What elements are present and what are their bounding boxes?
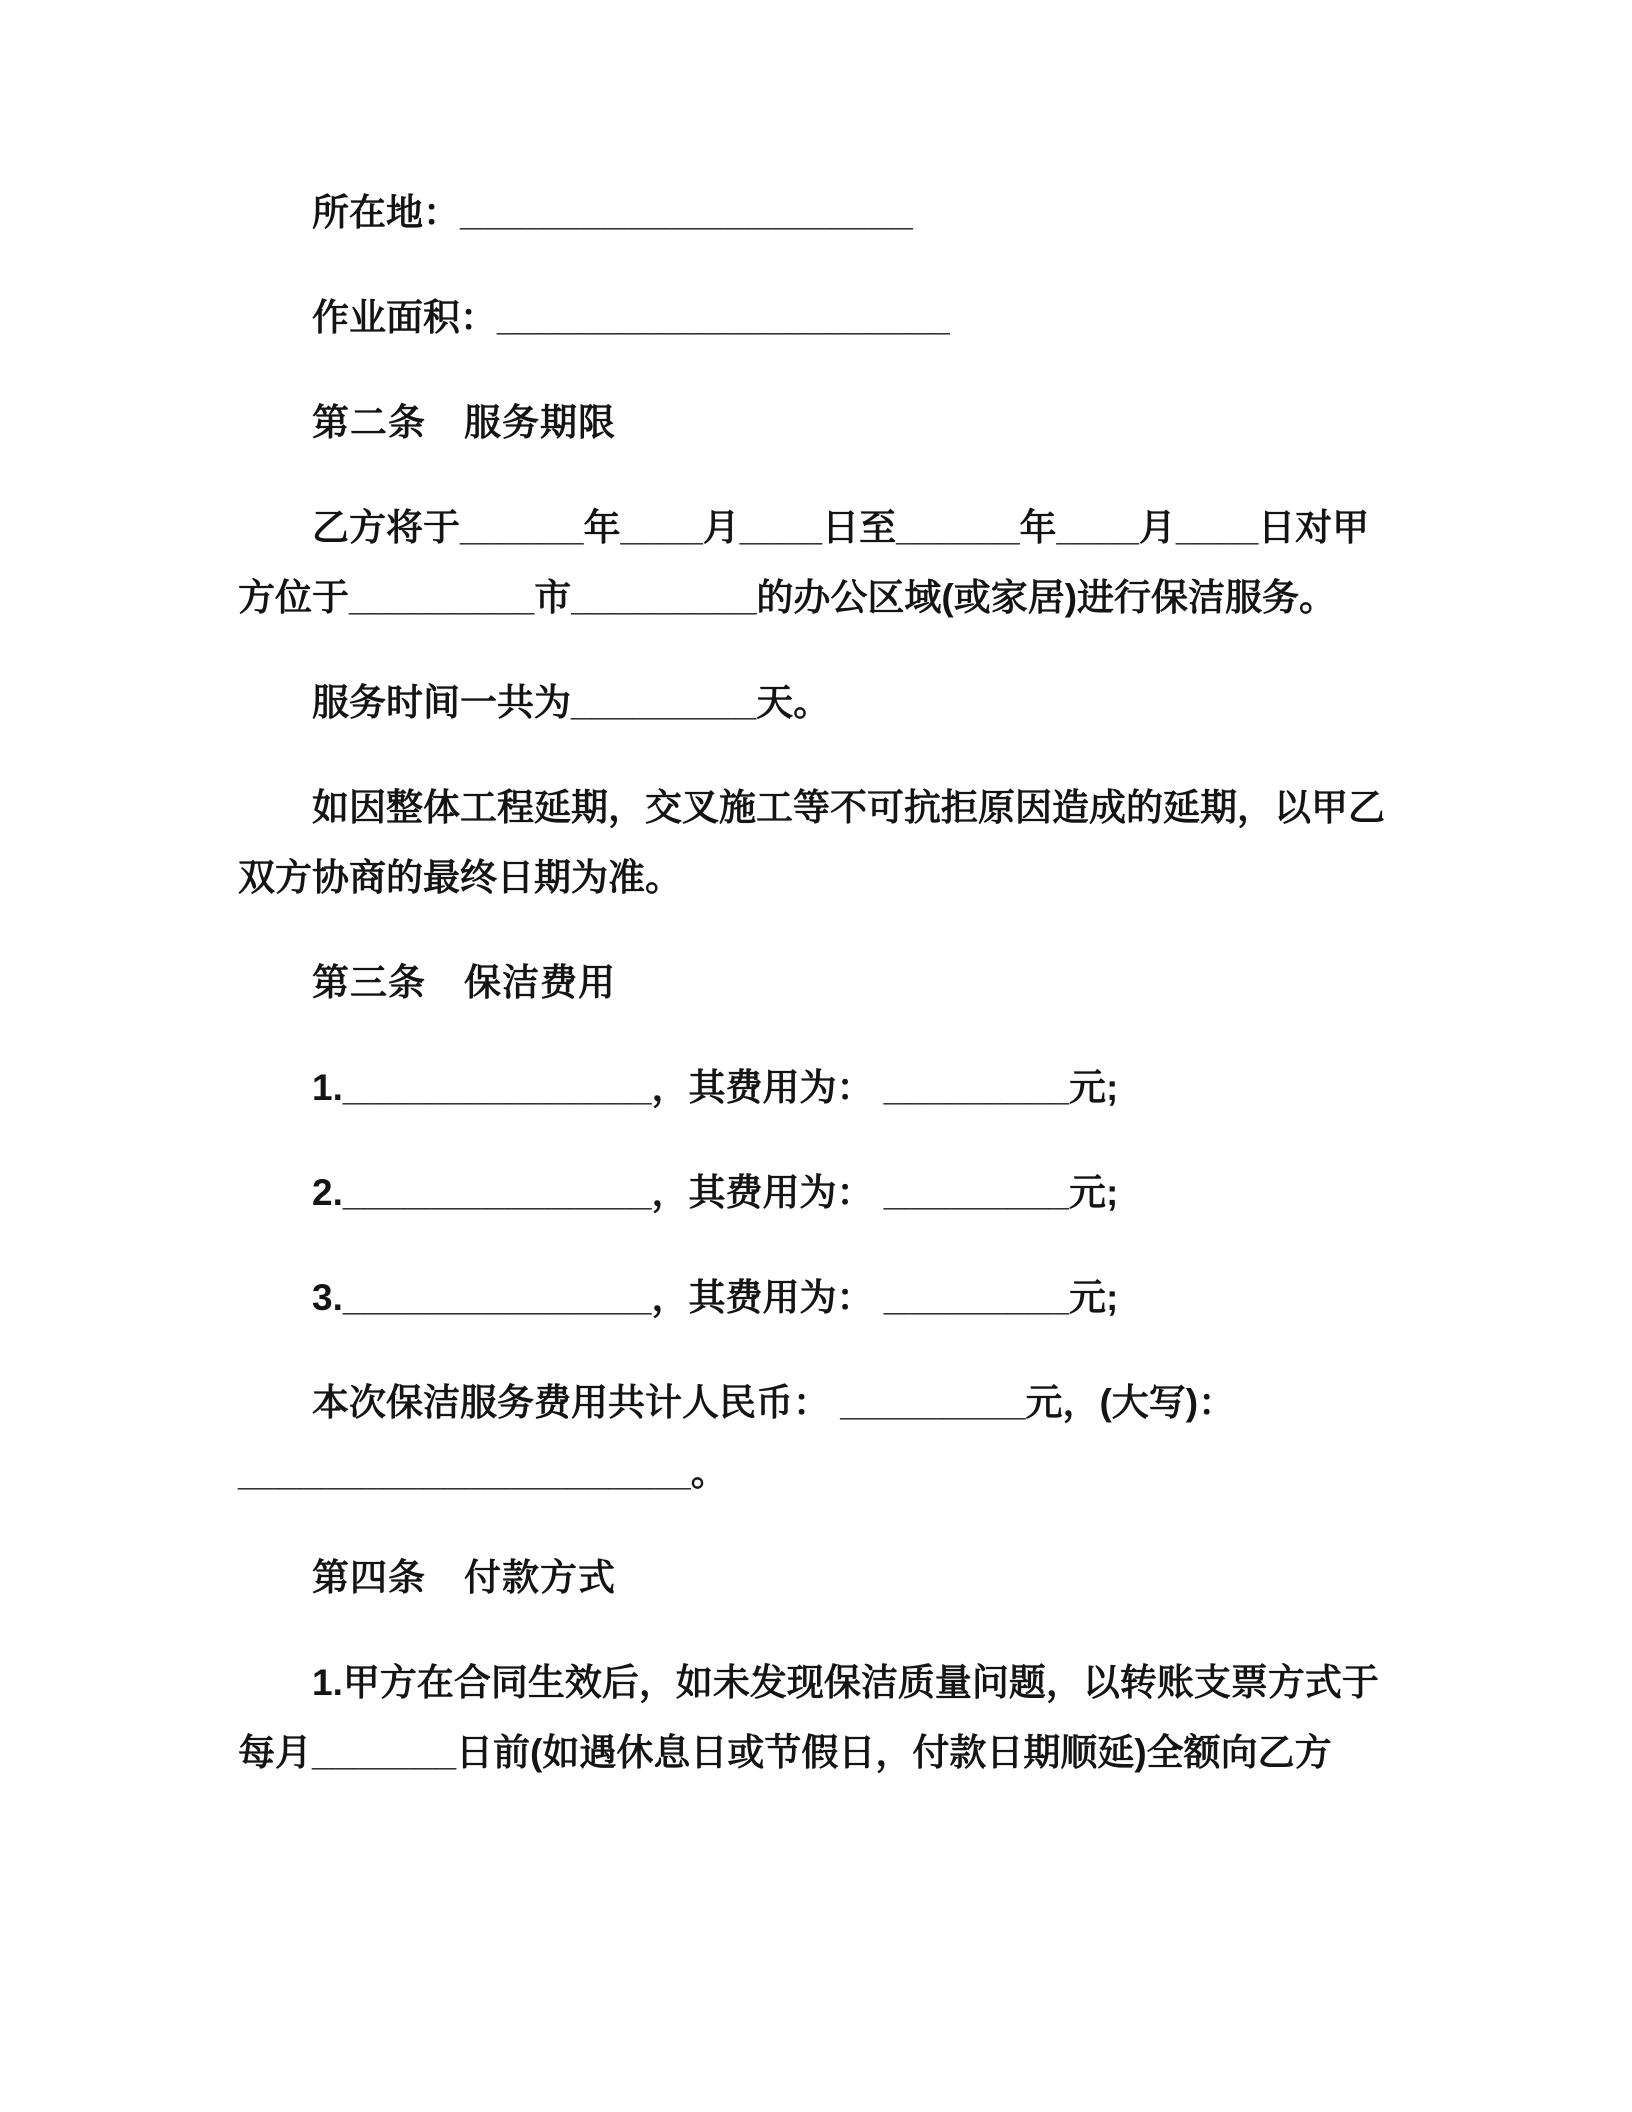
payment-clause-paragraph: 1.甲方在合同生效后，如未发现保洁质量问题，以转账支票方式于每月_______日前(如遇休息日或节假日，付款日期顺延)全额向乙方 [238, 1662, 1379, 1773]
section-4-heading: 第四条 付款方式 [312, 1557, 616, 1598]
fee-item-2: 2._______________，其费用为： _________元; [312, 1172, 1119, 1213]
section-2-heading: 第二条 服务期限 [312, 402, 616, 443]
delay-clause-paragraph: 如因整体工程延期，交叉施工等不可抗拒原因造成的延期，以甲乙双方协商的最终日期为准。 [238, 787, 1385, 898]
location-line: 所在地：______________________ [312, 192, 913, 233]
section-3-heading: 第三条 保洁费用 [312, 962, 616, 1003]
service-period-paragraph: 乙方将于______年____月____日至______年____月____日对甲方位于_________市_________的办公区域(或家居)进行保洁服务。 [238, 507, 1370, 618]
service-days-paragraph: 服务时间一共为_________天。 [312, 682, 831, 723]
work-area-line: 作业面积：______________________ [312, 297, 950, 338]
fee-item-3: 3._______________，其费用为： _________元; [312, 1277, 1119, 1318]
total-fee-paragraph: 本次保洁服务费用共计人民币： _________元，(大写)：______________________。 [238, 1382, 1236, 1493]
fee-item-1: 1._______________，其费用为： _________元; [312, 1067, 1119, 1108]
